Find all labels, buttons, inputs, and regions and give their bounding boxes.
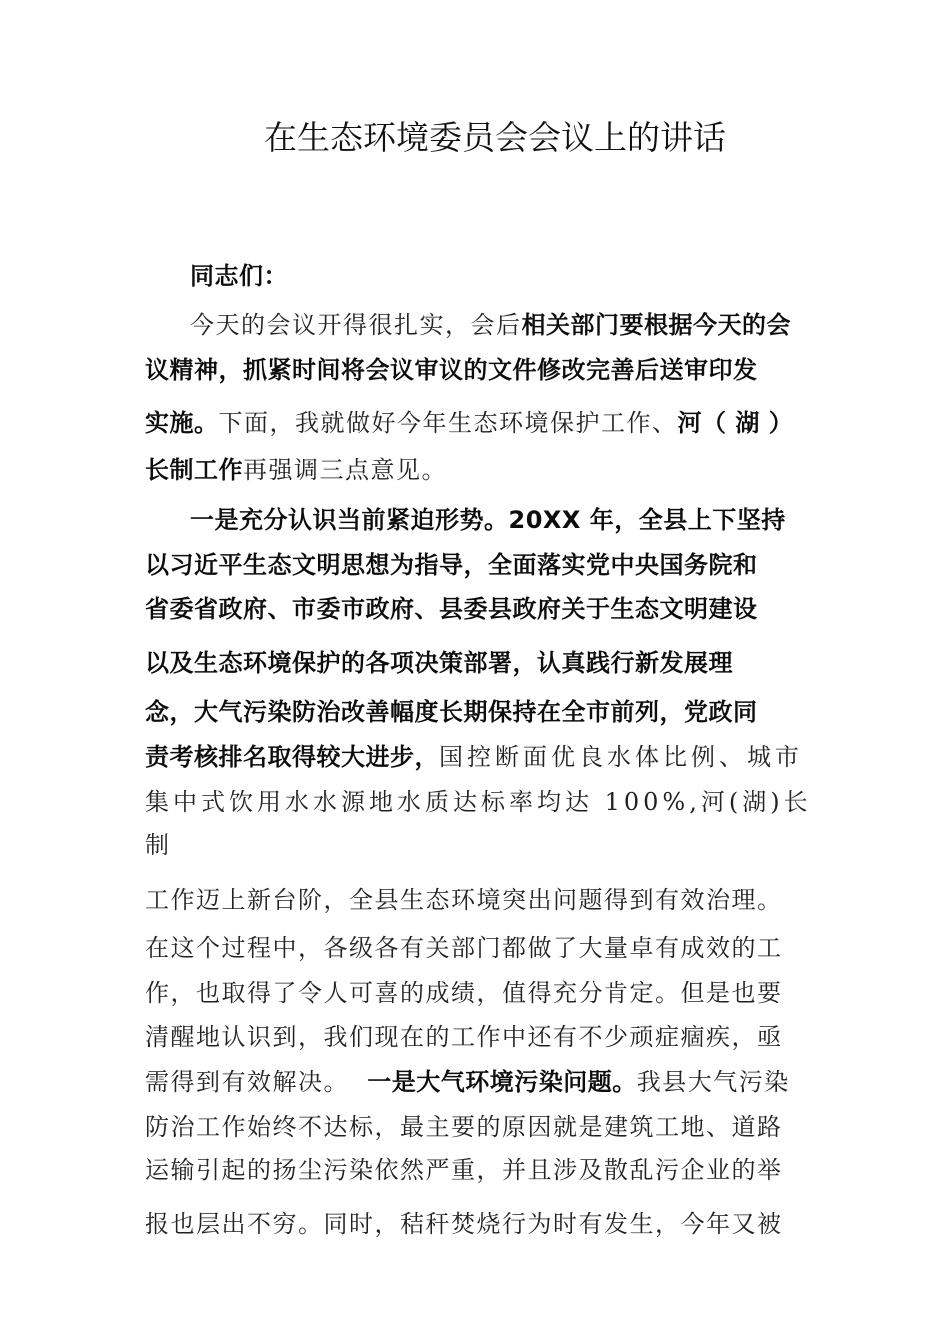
- emphasis-run: 河（ 湖 ）: [677, 409, 794, 437]
- text-run: 今天的会议开得很扎实，会后: [190, 311, 522, 339]
- paragraph-line: [145, 1062, 790, 1102]
- text-run: 国控断面优良水体比例、城市: [439, 743, 803, 771]
- emphasis-run: 长制工作: [145, 456, 243, 484]
- paragraph-line: 省委省政府、市委市政府、县委县政府关于生态文明建设: [145, 595, 758, 623]
- paragraph-line: 一是充分认识当前紧迫形势。20XX 年，全县上下坚持: [190, 506, 786, 534]
- paragraph-line: 以习近平生态文明思想为指导，全面落实党中央国务院和: [145, 551, 758, 579]
- paragraph-line: 制: [145, 831, 171, 859]
- paragraph-line: 议精神，抓紧时间将会议审议的文件修改完善后送审印发: [145, 356, 758, 384]
- paragraph-line: 在这个过程中，各级各有关部门都做了大量卓有成效的工: [145, 934, 783, 962]
- paragraph-line: 工作迈上新台阶，全县生态环境突出问题得到有效治理。: [145, 886, 783, 914]
- emphasis-run: 相关部门要根据今天的会: [521, 311, 791, 339]
- paragraph-line: 念，大气污染防治改善幅度长期保持在全市前列，党政同: [145, 698, 758, 726]
- text-run: 需得到有效解决。: [145, 1068, 349, 1096]
- paragraph-line: 以及生态环境保护的各项决策部署，认真践行新发展理: [145, 649, 733, 677]
- emphasis-run: 责考核排名取得较大进步，: [145, 743, 439, 771]
- paragraph-line: 集中式饮用水水源地水质达标率均达 100%,河(湖)长: [145, 788, 812, 816]
- emphasis-run: 实施。: [145, 409, 219, 437]
- paragraph-line: 作，也取得了令人可喜的成绩，值得充分肯定。但是也要: [145, 979, 783, 1007]
- emphasis-run: 一是大气环境污染问题。: [367, 1068, 637, 1096]
- paragraph-line: 防治工作始终不达标，最主要的原因就是建筑工地、道路: [145, 1113, 783, 1141]
- text-run: 再强调三点意见。: [243, 456, 447, 484]
- paragraph-line: [145, 403, 793, 443]
- document-title: 在生态环境委员会会议上的讲话: [264, 118, 726, 157]
- salutation: 同志们：: [190, 262, 288, 290]
- paragraph-line: [190, 305, 791, 345]
- paragraph-line: 清醒地认识到，我们现在的工作中还有不少顽症痼疾，亟: [145, 1023, 783, 1051]
- text-run: 我县大气污染: [636, 1068, 790, 1096]
- paragraph-line: [145, 450, 447, 490]
- paragraph-line: 运输引起的扬尘污染依然严重，并且涉及散乱污企业的举: [145, 1156, 783, 1184]
- paragraph-line: 报也层出不穷。同时，秸秆焚烧行为时有发生，今年又被: [145, 1210, 783, 1238]
- text-run: 下面，我就做好今年生态环境保护工作、: [218, 409, 678, 437]
- paragraph-line: [145, 737, 803, 777]
